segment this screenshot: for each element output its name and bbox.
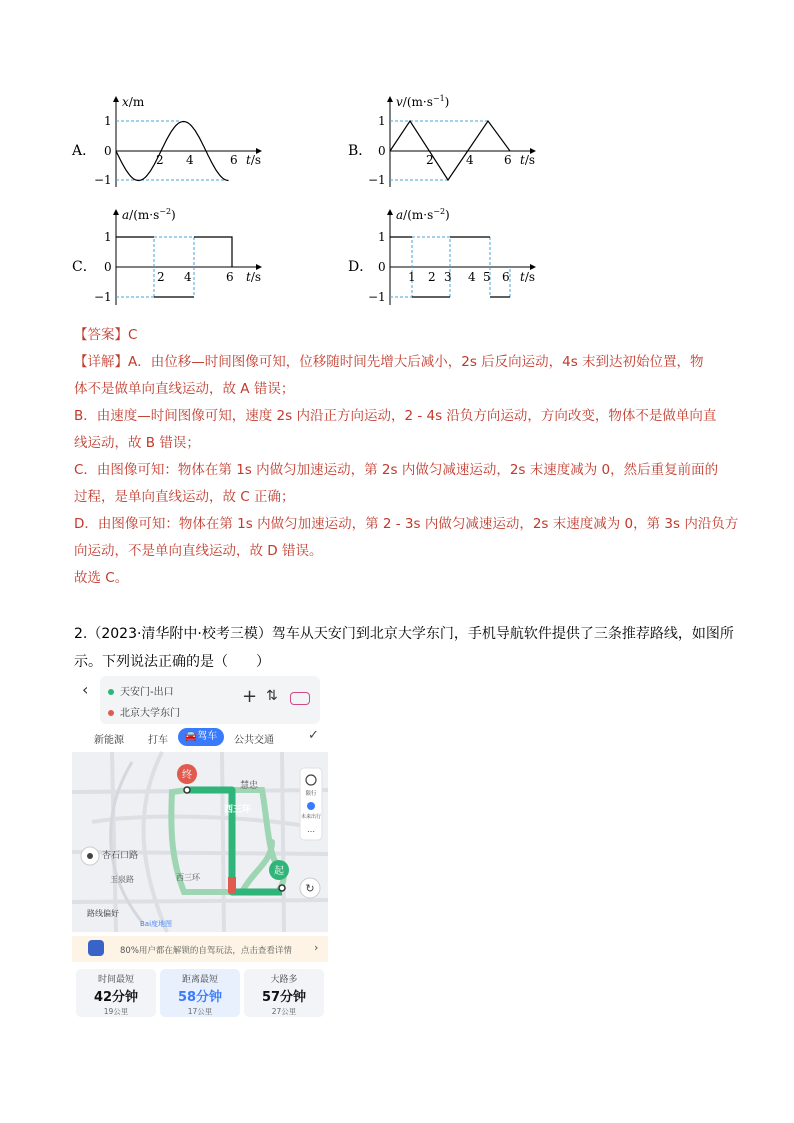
origin-row[interactable]: 天安门-出口 xyxy=(108,683,174,698)
x-tick-4: 4 xyxy=(466,153,474,167)
question-2-line-2: 示。下列说法正确的是（ ） xyxy=(74,654,270,670)
detail-line-2: 体不是做单向直线运动，故 A 错误； xyxy=(74,381,295,397)
answer-line: 【答案】C xyxy=(74,327,138,343)
detail-line-9: 故选 C。 xyxy=(74,570,129,586)
svg-text:终: 终 xyxy=(182,770,192,781)
detail-line-8: 向运动，不是单向直线运动，故 D 错误。 xyxy=(74,543,323,559)
y-tick-0: 0 xyxy=(378,260,386,274)
y-tick-neg1: −1 xyxy=(368,290,386,304)
chevron-right-icon: › xyxy=(314,941,319,954)
x-tick-5: 5 xyxy=(483,270,491,284)
svg-text:⋯: ⋯ xyxy=(307,827,315,836)
robot-icon xyxy=(88,940,104,956)
question-2 xyxy=(74,620,734,676)
y-tick-0: 0 xyxy=(104,260,112,274)
route-card-fastest[interactable]: 时间最短 42分钟 19公里 xyxy=(76,969,156,1017)
y-tick-neg1: −1 xyxy=(94,173,112,187)
x-tick-6: 6 xyxy=(230,153,238,167)
checkmark-icon[interactable]: ✓ xyxy=(308,728,319,743)
future-icon xyxy=(307,802,315,810)
y-tick-1: 1 xyxy=(378,114,386,128)
answer-block xyxy=(74,322,739,592)
detail-line-1: 【详解】A．由位移—时间图像可知，位移随时间先增大后减小，2s 后反向运动，4s 末到达初始位置，物 xyxy=(74,354,704,370)
mode-drive[interactable]: 🚘驾车 xyxy=(178,728,224,746)
svg-text:未来出行: 未来出行 xyxy=(300,814,322,820)
option-c-label: C． xyxy=(72,259,97,275)
x-label: t/s xyxy=(246,270,262,284)
graph-c xyxy=(96,205,296,310)
x-tick-4: 4 xyxy=(184,270,192,284)
option-a-label: A． xyxy=(72,143,97,159)
y-label: $v/(m\cdot s^{-1})$ xyxy=(396,94,450,109)
y-label: $a/(m\cdot s^{-2})$ xyxy=(396,207,450,222)
x-tick-2: 2 xyxy=(156,153,164,167)
option-d-label: D． xyxy=(348,259,374,275)
route-card-shortest[interactable]: 距离最短 58分钟 17公里 xyxy=(160,969,240,1017)
detail-line-6: 过程，是单向直线运动，故 C 正确； xyxy=(74,489,295,505)
y-label: $a/(m\cdot s^{-2})$ xyxy=(122,207,176,222)
y-tick-1: 1 xyxy=(378,230,386,244)
x-label: t/s xyxy=(520,270,536,284)
y-tick-1: 1 xyxy=(104,114,112,128)
svg-text:路线偏好: 路线偏好 xyxy=(87,909,119,918)
route-map[interactable] xyxy=(72,752,328,932)
svg-text:限行: 限行 xyxy=(305,791,317,797)
svg-text:Bai度地图: Bai度地图 xyxy=(140,920,173,928)
back-arrow-icon[interactable]: ‹ xyxy=(82,680,89,699)
route-options xyxy=(76,969,326,1019)
x-tick-6: 6 xyxy=(504,153,512,167)
detail-line-4: 线运动，故 B 错误； xyxy=(74,435,200,451)
svg-text:西三环: 西三环 xyxy=(224,805,252,815)
question-2-line-1: 2.（2023·清华附中·校考三模）驾车从天安门到北京大学东门，手机导航软件提供了三条推荐路线，如图所 xyxy=(74,626,734,642)
svg-text:玉泉路: 玉泉路 xyxy=(110,875,134,884)
x-tick-2: 2 xyxy=(428,270,436,284)
detail-line-7: D．由图像可知：物体在第 1s 内做匀加速运动，第 2 - 3s 内做匀减速运动，2s 末速度减为 0，第 3s 内沿负方 xyxy=(74,516,739,532)
y-tick-0: 0 xyxy=(378,144,386,158)
mode-taxi[interactable]: 打车 xyxy=(148,735,168,746)
destination-dot-icon xyxy=(108,710,114,716)
x-tick-4: 4 xyxy=(186,153,194,167)
destination-row[interactable]: 北京大学东门 xyxy=(108,704,180,719)
swap-icon[interactable]: ⇅ xyxy=(266,688,278,704)
x-tick-2: 2 xyxy=(157,270,165,284)
x-tick-6: 6 xyxy=(226,270,234,284)
y-tick-1: 1 xyxy=(104,230,112,244)
svg-text:↻: ↻ xyxy=(305,882,315,895)
promo-banner[interactable]: 80%用户都在解锁的自驾玩法，点击查看详情 › xyxy=(72,936,328,962)
graph-d xyxy=(370,205,570,310)
detail-line-3: B．由速度—时间图像可知，速度 2s 内沿正方向运动，2 - 4s 沿负方向运动，方向改变，物体不是做单向直 xyxy=(74,408,717,424)
y-tick-neg1: −1 xyxy=(94,290,112,304)
graph-a xyxy=(96,92,296,192)
location-box xyxy=(100,676,320,724)
car-icon: 🚘 xyxy=(184,731,198,742)
route-card-main-roads[interactable]: 大路多 57分钟 27公里 xyxy=(244,969,324,1017)
svg-text:起: 起 xyxy=(274,866,284,877)
x-tick-2: 2 xyxy=(426,153,434,167)
x-label: t/s xyxy=(246,153,262,167)
mode-transit[interactable]: 公共交通 xyxy=(234,735,274,746)
origin-dot-icon xyxy=(108,689,114,695)
detail-line-5: C．由图像可知：物体在第 1s 内做匀加速运动，第 2s 内做匀减速运动，2s 末速度减为 0，然后重复前面的 xyxy=(74,462,719,478)
add-waypoint-icon[interactable]: + xyxy=(242,686,258,707)
more-options-icon[interactable] xyxy=(290,692,310,705)
x-tick-3: 3 xyxy=(444,270,452,284)
y-label: x/m xyxy=(122,95,145,109)
navigation-screenshot xyxy=(72,672,328,1022)
svg-text:杏石口路: 杏石口路 xyxy=(102,851,139,861)
x-tick-4: 4 xyxy=(468,270,476,284)
x-tick-1: 1 xyxy=(408,270,416,284)
y-tick-0: 0 xyxy=(104,144,112,158)
svg-text:慧忠: 慧忠 xyxy=(240,781,259,791)
svg-text:西三环: 西三环 xyxy=(176,873,200,882)
mode-new-energy[interactable]: 新能源 xyxy=(94,735,124,746)
option-b-label: B． xyxy=(348,143,373,159)
graph-b xyxy=(370,92,570,192)
x-tick-6: 6 xyxy=(502,270,510,284)
transport-modes xyxy=(72,728,328,748)
x-label: t/s xyxy=(520,153,536,167)
y-tick-neg1: −1 xyxy=(368,173,386,187)
